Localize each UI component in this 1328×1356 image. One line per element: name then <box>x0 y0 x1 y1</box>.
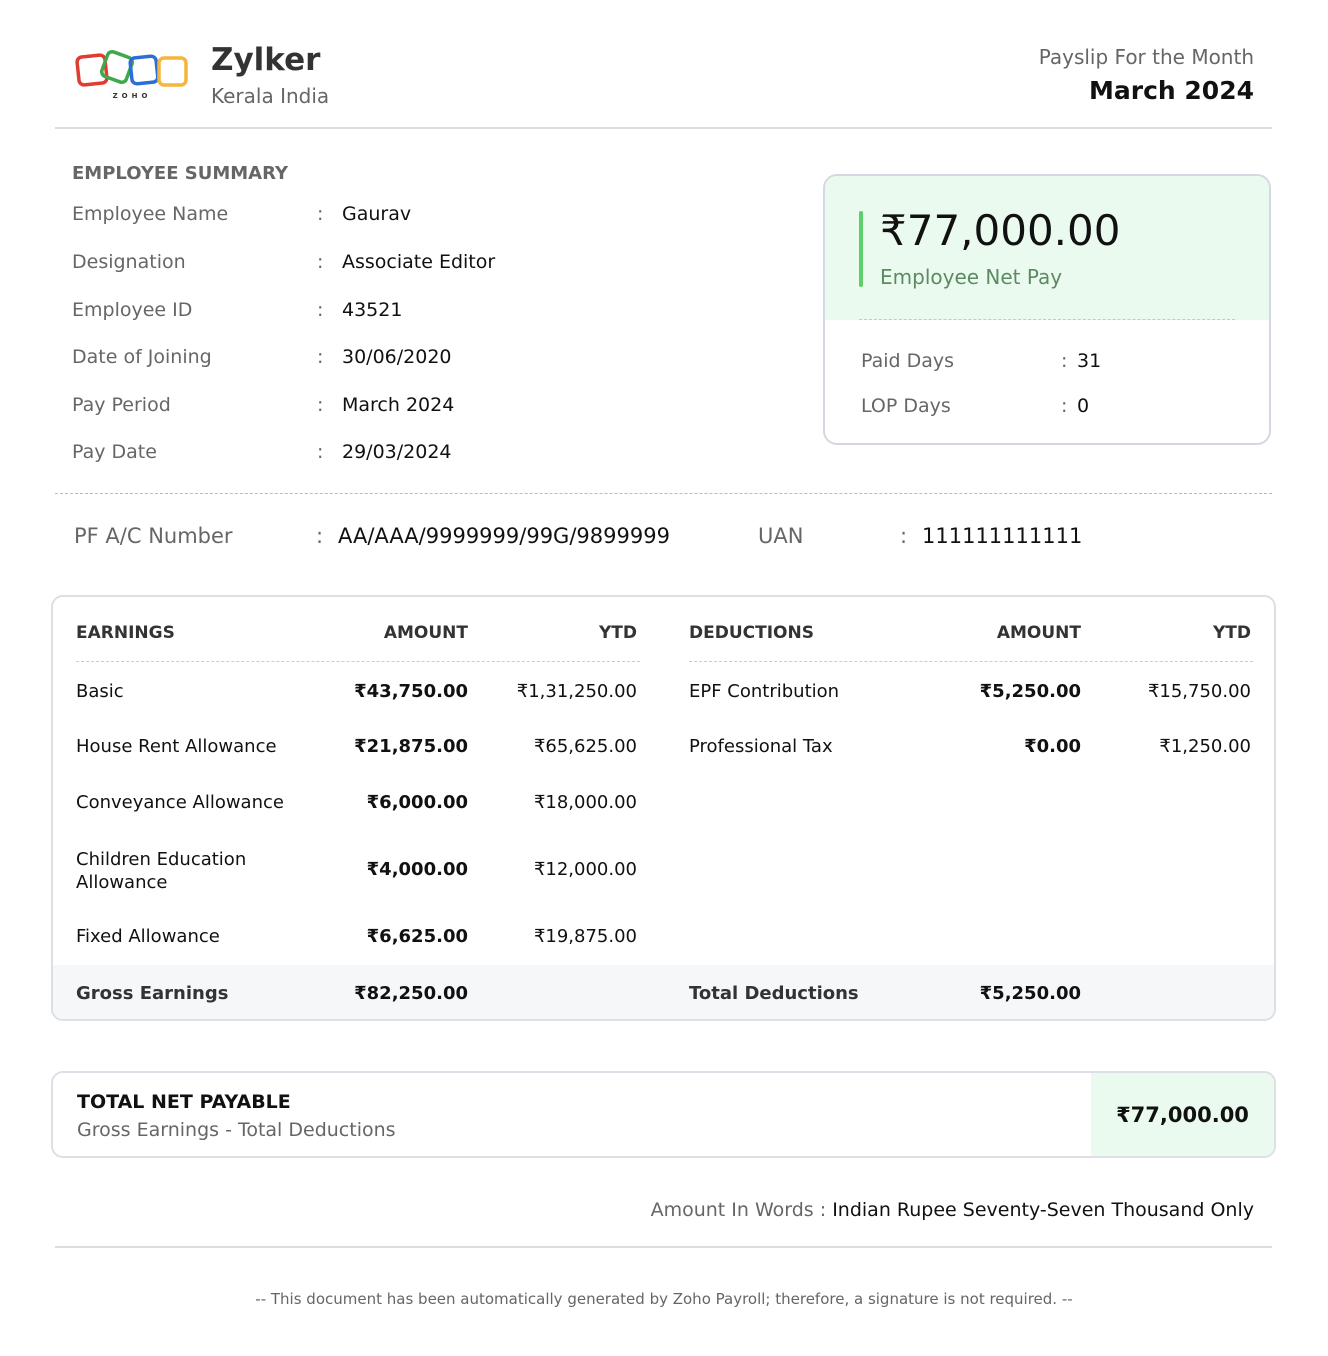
net-payable-title: TOTAL NET PAYABLE <box>77 1091 291 1113</box>
amount-words-label: Amount In Words <box>650 1199 814 1221</box>
field-value: Gaurav <box>342 203 412 225</box>
field-label: Employee Name <box>72 203 229 225</box>
summary-row <box>72 394 454 416</box>
uan-label: UAN <box>758 524 804 548</box>
earning-amount: ₹43,750.00 <box>354 681 468 702</box>
field-value: 43521 <box>342 299 403 321</box>
earning-name: House Rent Allowance <box>76 736 277 757</box>
divider <box>55 1246 1272 1248</box>
earning-name: Basic <box>76 681 124 702</box>
deduction-ytd: ₹15,750.00 <box>1147 681 1251 702</box>
paid-days-label: Paid Days <box>861 350 955 372</box>
deduction-name: Professional Tax <box>689 736 833 757</box>
colon: : <box>900 524 908 548</box>
amount-in-words: Amount In Words : Indian Rupee Seventy-Seven Thousand Only <box>650 1199 1254 1221</box>
earning-name: Conveyance Allowance <box>76 792 284 813</box>
deductions-header: DEDUCTIONS <box>689 623 814 643</box>
field-label: Designation <box>72 251 186 273</box>
colon: : <box>316 524 324 548</box>
field-label: Pay Period <box>72 394 171 416</box>
paid-days-row <box>861 350 1101 372</box>
summary-row <box>72 299 402 321</box>
colon: : <box>1061 350 1068 372</box>
footer-note: -- This document has been automatically generated by Zoho Payroll; therefore, a signature is not required. -- <box>255 1290 1073 1308</box>
pf-value: AA/AAA/9999999/99G/9899999 <box>338 524 670 548</box>
payslip-label: Payslip For the Month <box>1038 45 1254 69</box>
lop-days-label: LOP Days <box>861 395 951 417</box>
org-name: Zylker <box>211 42 321 78</box>
divider <box>55 127 1272 129</box>
deduction-amount: ₹0.00 <box>1024 736 1081 757</box>
colon: : <box>317 394 324 416</box>
net-pay-label: Employee Net Pay <box>880 265 1063 289</box>
summary-row <box>72 203 411 225</box>
earning-ytd: ₹18,000.00 <box>533 792 637 813</box>
earning-ytd: ₹65,625.00 <box>533 736 637 757</box>
earning-ytd: ₹19,875.00 <box>533 926 637 947</box>
colon: : <box>317 346 324 368</box>
total-net-payable <box>51 1071 1276 1158</box>
field-value: 30/06/2020 <box>342 346 452 368</box>
deduction-name: EPF Contribution <box>689 681 840 702</box>
gross-earnings-value: ₹82,250.00 <box>354 983 468 1004</box>
colon: : <box>317 441 324 463</box>
deductions-amount-header: AMOUNT <box>996 623 1081 643</box>
deductions-ytd-header: YTD <box>1212 623 1251 643</box>
org-location: Kerala India <box>211 84 330 108</box>
field-label: Employee ID <box>72 299 193 321</box>
summary-row <box>72 441 452 463</box>
totals-row-bg <box>53 965 1274 1021</box>
divider <box>689 661 1253 662</box>
field-value: March 2024 <box>342 394 455 416</box>
total-deductions-value: ₹5,250.00 <box>979 983 1081 1004</box>
deduction-amount: ₹5,250.00 <box>979 681 1081 702</box>
divider <box>55 493 1272 494</box>
net-pay-card <box>823 174 1271 445</box>
earnings-header: EARNINGS <box>76 623 175 643</box>
total-deductions-label: Total Deductions <box>689 983 859 1004</box>
field-label: Date of Joining <box>72 346 212 368</box>
net-payable-subtitle: Gross Earnings - Total Deductions <box>77 1119 396 1141</box>
pf-label: PF A/C Number <box>74 524 233 548</box>
earning-amount: ₹6,625.00 <box>366 926 468 947</box>
field-value: 29/03/2024 <box>342 441 452 463</box>
lop-days-row <box>861 395 1089 417</box>
earning-amount: ₹4,000.00 <box>366 859 468 880</box>
lop-days-value: 0 <box>1077 395 1090 417</box>
earnings-amount-header: AMOUNT <box>383 623 468 643</box>
earnings-deductions-table <box>51 595 1276 1021</box>
svg-text:ZOHO: ZOHO <box>112 92 152 100</box>
earning-ytd: ₹12,000.00 <box>533 859 637 880</box>
divider <box>859 319 1235 320</box>
summary-row <box>72 346 452 368</box>
earning-name: Fixed Allowance <box>76 926 220 947</box>
amount-words-value: Indian Rupee Seventy-Seven Thousand Only <box>832 1199 1254 1221</box>
field-value: Associate Editor <box>342 251 496 273</box>
earning-amount: ₹21,875.00 <box>354 736 468 757</box>
earnings-ytd-header: YTD <box>598 623 637 643</box>
colon: : <box>1061 395 1068 417</box>
accent-bar <box>859 211 863 287</box>
gross-earnings-label: Gross Earnings <box>76 983 229 1004</box>
uan-value: 111111111111 <box>922 524 1083 548</box>
field-label: Pay Date <box>72 441 157 463</box>
colon: : <box>317 299 324 321</box>
divider <box>76 661 640 662</box>
summary-row <box>72 251 495 273</box>
earning-name: Children Education Allowance <box>76 849 247 893</box>
colon: : <box>317 203 324 225</box>
colon: : <box>317 251 324 273</box>
zoho-logo <box>74 48 192 102</box>
net-payable-amount: ₹77,000.00 <box>1091 1073 1274 1156</box>
net-pay-amount: ₹77,000.00 <box>880 206 1121 255</box>
earning-amount: ₹6,000.00 <box>366 792 468 813</box>
earning-ytd: ₹1,31,250.00 <box>516 681 637 702</box>
deduction-ytd: ₹1,250.00 <box>1159 736 1251 757</box>
payslip-month: March 2024 <box>1089 76 1254 105</box>
summary-title: EMPLOYEE SUMMARY <box>72 163 289 184</box>
paid-days-value: 31 <box>1077 350 1102 372</box>
pf-row <box>74 524 1082 548</box>
